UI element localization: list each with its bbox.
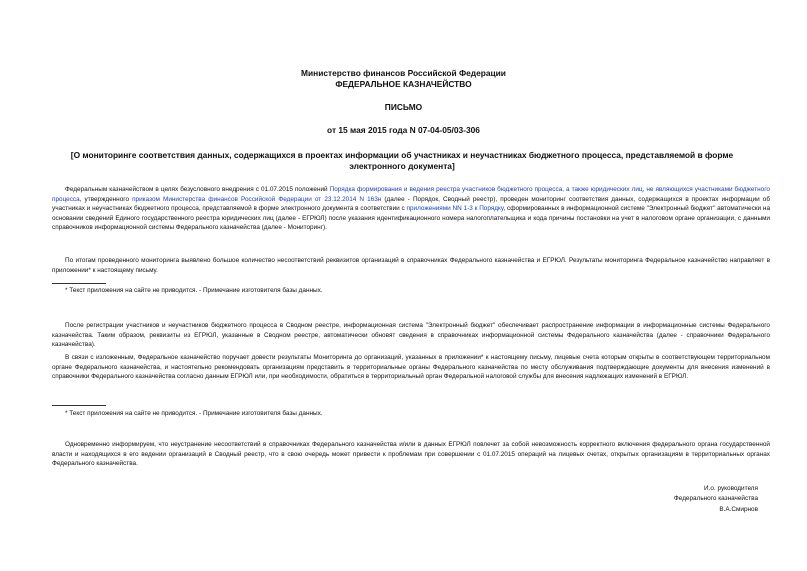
paragraph-2: [52, 256, 770, 275]
footnote-1: [52, 286, 770, 296]
signature-block: [558, 484, 758, 515]
paragraph-1-text-c: (далее - Порядок, Сводный реестр), проведен мониторинг соответствия данных, содержащихся в проектах информации об участниках и неучастниках бюджетного процесса, представляемой в форме электронного документа в соответствии с: [52, 195, 771, 213]
footnote-divider-2: [52, 405, 106, 406]
document-subject: [О мониторинге соответствия данных, содержащихся в проектах информации об участниках и неучастниках бюджетного процесса, представляемой в форме электронного документа]: [70, 150, 734, 171]
signature-name: В.А.Смирнов: [719, 505, 758, 513]
footnote-divider-1: [52, 283, 106, 284]
paragraph-2-text: По итогам проведенного мониторинга выявлено большое количество несоответствий реквизитов организаций в справочниках Федерального казначейства и ЕГРЮЛ. Результаты мониторинга Федеральное казначейство направляет в приложении* к настоящему письму.: [52, 257, 770, 274]
paragraph-1: [52, 185, 770, 233]
footnote-2: [52, 409, 770, 419]
signature-position: И.о. руководителя: [704, 485, 758, 492]
paragraph-3-text: После регистрации участников и неучастников бюджетного процесса в Сводном реестре, информационная система "Электронный бюджет" обеспечивает распространение информации в информационные системы Федерального казначейства. Таким образом, реквизиты из ЕГРЮЛ, указанные в Сводном реестре, автоматически обновят сведения в справочниках информационной системы Федерального казначейства (далее - справочники Федерального казначейства).: [52, 322, 770, 349]
signature-organization: Федерального казначейства: [673, 495, 758, 503]
link-prikaz-minfin[interactable]: приказом Министерства финансов Российской Федерации от 23.12.2014 N 163н: [132, 195, 382, 203]
paragraph-3: [52, 321, 770, 350]
paragraph-1-text-b: , утвержденного: [79, 195, 133, 203]
paragraph-4: [52, 353, 770, 382]
paragraph-5-text: Одновременно информируем, что неустранение несоответствий в справочниках Федерального казначейства и/или в данных ЕГРЮЛ повлечет за собой невозможность корректного включения федерального органа государственной власти и находящихся в его ведении организаций в Сводный реестр, что в свою очередь может привести к проблемам при совершении с 01.07.2015 операций на лицевых счетах, открытых организациям в территориальных органах Федерального казначейства.: [52, 441, 770, 468]
ministry-name: Министерство финансов Российской Федерации: [301, 68, 506, 78]
paragraph-5: [52, 440, 770, 469]
link-poryadok[interactable]: Порядка формирования и ведения реестра участников бюджетного процесса, а также юридических лиц, не являющихся участниками бюджетного процесса: [52, 186, 770, 203]
document-date-number: от 15 мая 2015 года N 07-04-05/03-306: [327, 125, 480, 135]
footnote-2-text: * Текст приложения на сайте не приводится. - Примечание изготовителя базы данных.: [65, 410, 323, 417]
paragraph-1-text-d: , сформированных в информационной системе "Электронный бюджет" автоматически на основании сведений Единого государственного реестра юридических лиц (далее - ЕГРЮЛ) после указания идентификационного номера налогоплательщика и кода причины постановки на учет в налоговом органе организации, с данными справочников информационной системы Федерального казначейства (далее - Мониторинг).: [52, 205, 771, 232]
agency-name: ФЕДЕРАЛЬНОЕ КАЗНАЧЕЙСТВО: [335, 79, 472, 89]
paragraph-4-text: В связи с изложенным, Федеральное казначейство поручает довести результаты Мониторинга до организаций, указанных в приложении* к настоящему письму, лицевые счета которым открыты в соответствующем территориальном органе Федерального казначейства, и настоятельно рекомендовать организациям представить в территориальные органы Федерального казначейства по месту обслуживания подтверждающие документы для внесения изменений в справочники Федерального казначейства согласно данным ЕГРЮЛ или, при необходимости, обратиться в территориальный орган Федеральной налоговой службы для внесения надлежащих изменений в ЕГРЮЛ.: [52, 354, 770, 381]
paragraph-1-text-a: Федеральным казначейством в целях безусловного внедрения с 01.07.2015 положений: [65, 186, 330, 193]
footnote-1-text: * Текст приложения на сайте не приводится. - Примечание изготовителя базы данных.: [65, 287, 323, 294]
document-type: ПИСЬМО: [384, 102, 423, 112]
link-prilozheniya[interactable]: приложениями NN 1-3 к Порядку: [406, 205, 504, 213]
